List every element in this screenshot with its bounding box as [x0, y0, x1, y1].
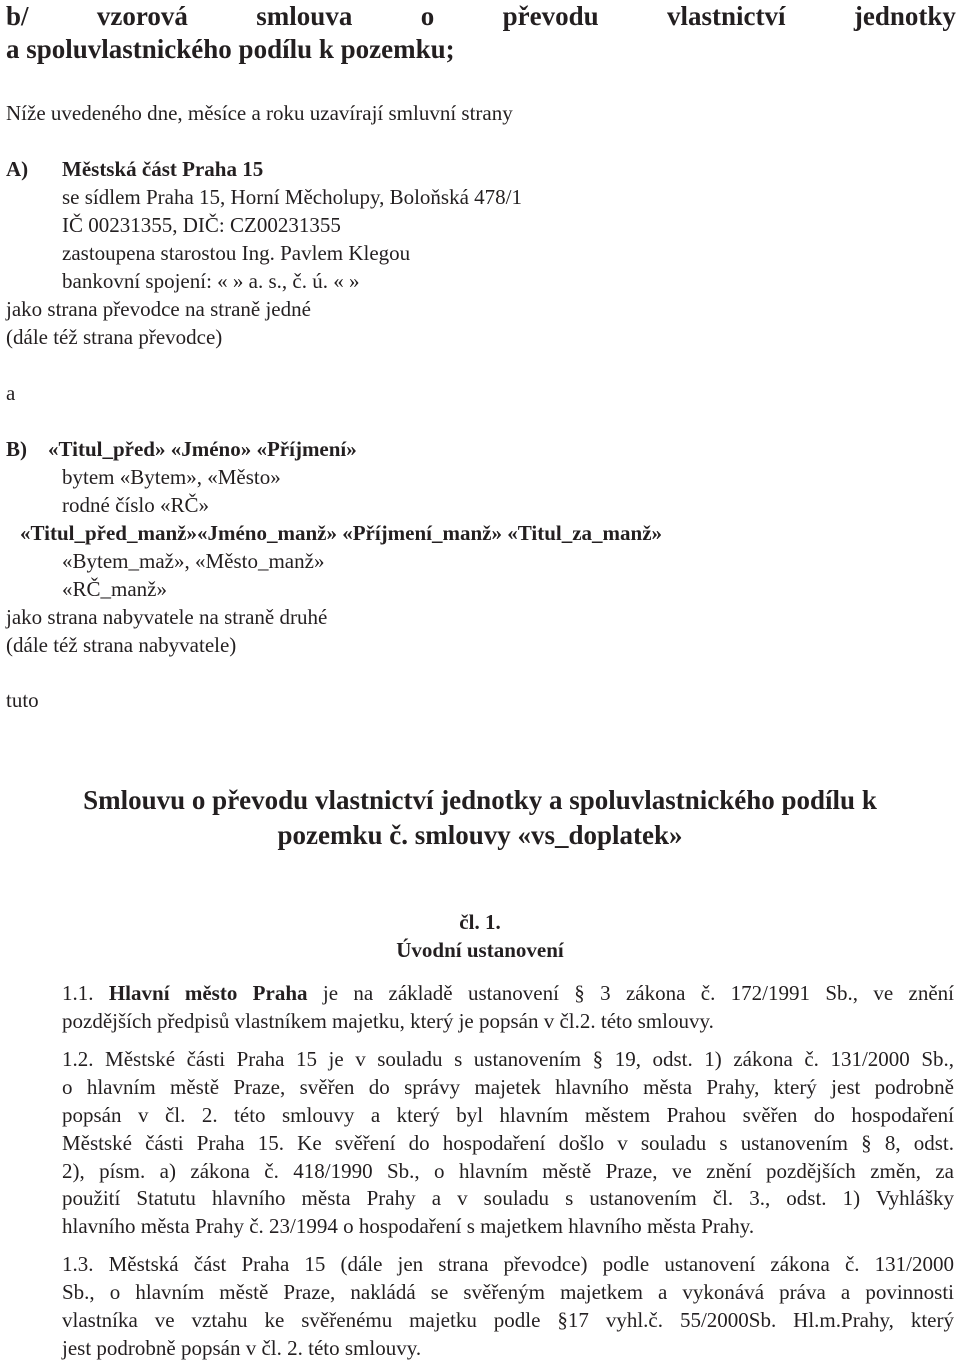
- party-a-seat: se sídlem Praha 15, Horní Měcholupy, Boloňská 478/1: [62, 185, 523, 209]
- contract-title-line1: Smlouvu o převodu vlastnictví jednotky a spoluvlastnického podílu k: [83, 785, 877, 815]
- party-b-role: jako strana nabyvatele na straně druhé: [6, 605, 328, 629]
- paragraph-1-3-line: Sb., o hlavním městě Praze, nakládá se svěřeným majetkem a vykonává práva a povinnosti: [62, 1280, 954, 1304]
- party-a-ids: IČ 00231355, DIČ: CZ00231355: [62, 213, 341, 237]
- party-b-spouse: «Titul_před_manž»«Jméno_manž» «Příjmení_manž» «Titul_za_manž»: [20, 521, 663, 545]
- party-b-spouse-birth-number: «RČ_manž»: [62, 577, 167, 601]
- heading-word: smlouva: [256, 1, 353, 31]
- party-b-address: bytem «Bytem», «Město»: [62, 465, 281, 489]
- party-a-marker: A): [6, 157, 29, 181]
- party-b-alias: (dále též strana nabyvatele): [6, 633, 237, 657]
- heading-word: jednotky: [853, 1, 956, 31]
- article-heading: Úvodní ustanovení: [396, 938, 564, 962]
- paragraph-1-3-line: 1.3. Městská část Praha 15 (dále jen strana převodce) podle ustanovení zákona č. 131/2000: [62, 1252, 954, 1276]
- heading-word: o: [420, 1, 435, 31]
- tuto-text: tuto: [6, 688, 39, 712]
- heading-word: vzorová: [96, 1, 188, 31]
- party-b-marker: B): [6, 437, 27, 461]
- hlavni-mesto-praha: Hlavní město Praha: [108, 981, 308, 1005]
- paragraph-1-2-line: Městské části Praha 15. Ke svěření do hospodaření došlo v souladu s ustanovením § 8, odst.: [62, 1131, 954, 1155]
- document-heading-line1: [6, 1, 956, 32]
- paragraph-1-2-line: použití Statutu hlavního města Prahy a v souladu s ustanovením čl. 3., odst. 1) Vyhlášky: [62, 1186, 954, 1210]
- party-a-name: Městská část Praha 15: [62, 157, 264, 181]
- article-number: čl. 1.: [459, 910, 501, 934]
- paragraph-1-1-line1: [62, 983, 954, 1004]
- paragraph-1-1-line2: pozdějších předpisů vlastníkem majetku, který je popsán v čl.2. této smlouvy.: [62, 1009, 714, 1033]
- intro-text: Níže uvedeného dne, měsíce a roku uzavírají smluvní strany: [6, 101, 513, 125]
- paragraph-1-2-line: 2), písm. a) zákona č. 418/1990 Sb., o hlavním městě Praze, ve znění pozdějších změn, za: [62, 1159, 954, 1183]
- party-a-alias: (dále též strana převodce): [6, 325, 223, 349]
- paragraph-1-3-line: jest podrobně popsán v čl. 2. této smlouvy.: [62, 1336, 422, 1360]
- paragraph-text: je na základě ustanovení § 3 zákona č. 172/1991 Sb., ve znění: [322, 981, 955, 1005]
- party-a-role: jako strana převodce na straně jedné: [6, 297, 311, 321]
- paragraph-1-3-line: vlastníka ve vztahu ke svěřenému majetku podle §17 vyhl.č. 55/2000Sb. Hl.m.Prahy, který: [62, 1308, 954, 1332]
- heading-word: převodu: [502, 1, 599, 31]
- party-b-name: «Titul_před» «Jméno» «Příjmení»: [48, 437, 357, 461]
- party-b-spouse-address: «Bytem_maž», «Město_manž»: [62, 549, 325, 573]
- heading-word: vlastnictví: [667, 1, 786, 31]
- paragraph-number: 1.1.: [62, 981, 94, 1005]
- contract-title-line2: pozemku č. smlouvy «vs_doplatek»: [277, 820, 683, 850]
- party-b-birth-number: rodné číslo «RČ»: [62, 493, 209, 517]
- paragraph-1-2-line: o hlavním městě Praze, svěřen do správy majetek hlavního města Prahy, který jest podrobně: [62, 1075, 954, 1099]
- paragraph-1-2-line: popsán v čl. 2. této smlouvy a který byl hlavním městem Prahou svěřen do hospodaření: [62, 1103, 954, 1127]
- heading-word: b/: [6, 1, 29, 31]
- document-heading-line2: a spoluvlastnického podílu k pozemku;: [6, 34, 455, 64]
- conjunction-and: a: [6, 381, 16, 405]
- party-a-bank: bankovní spojení: « » a. s., č. ú. « »: [62, 269, 360, 293]
- party-a-representative: zastoupena starostou Ing. Pavlem Klegou: [62, 241, 411, 265]
- paragraph-1-2-line: hlavního města Prahy č. 23/1994 o hospodaření s majetkem hlavního města Prahy.: [62, 1214, 755, 1238]
- paragraph-1-2-line: 1.2. Městské části Praha 15 je v souladu s ustanovením § 19, odst. 1) zákona č. 131/2000 Sb.,: [62, 1047, 954, 1071]
